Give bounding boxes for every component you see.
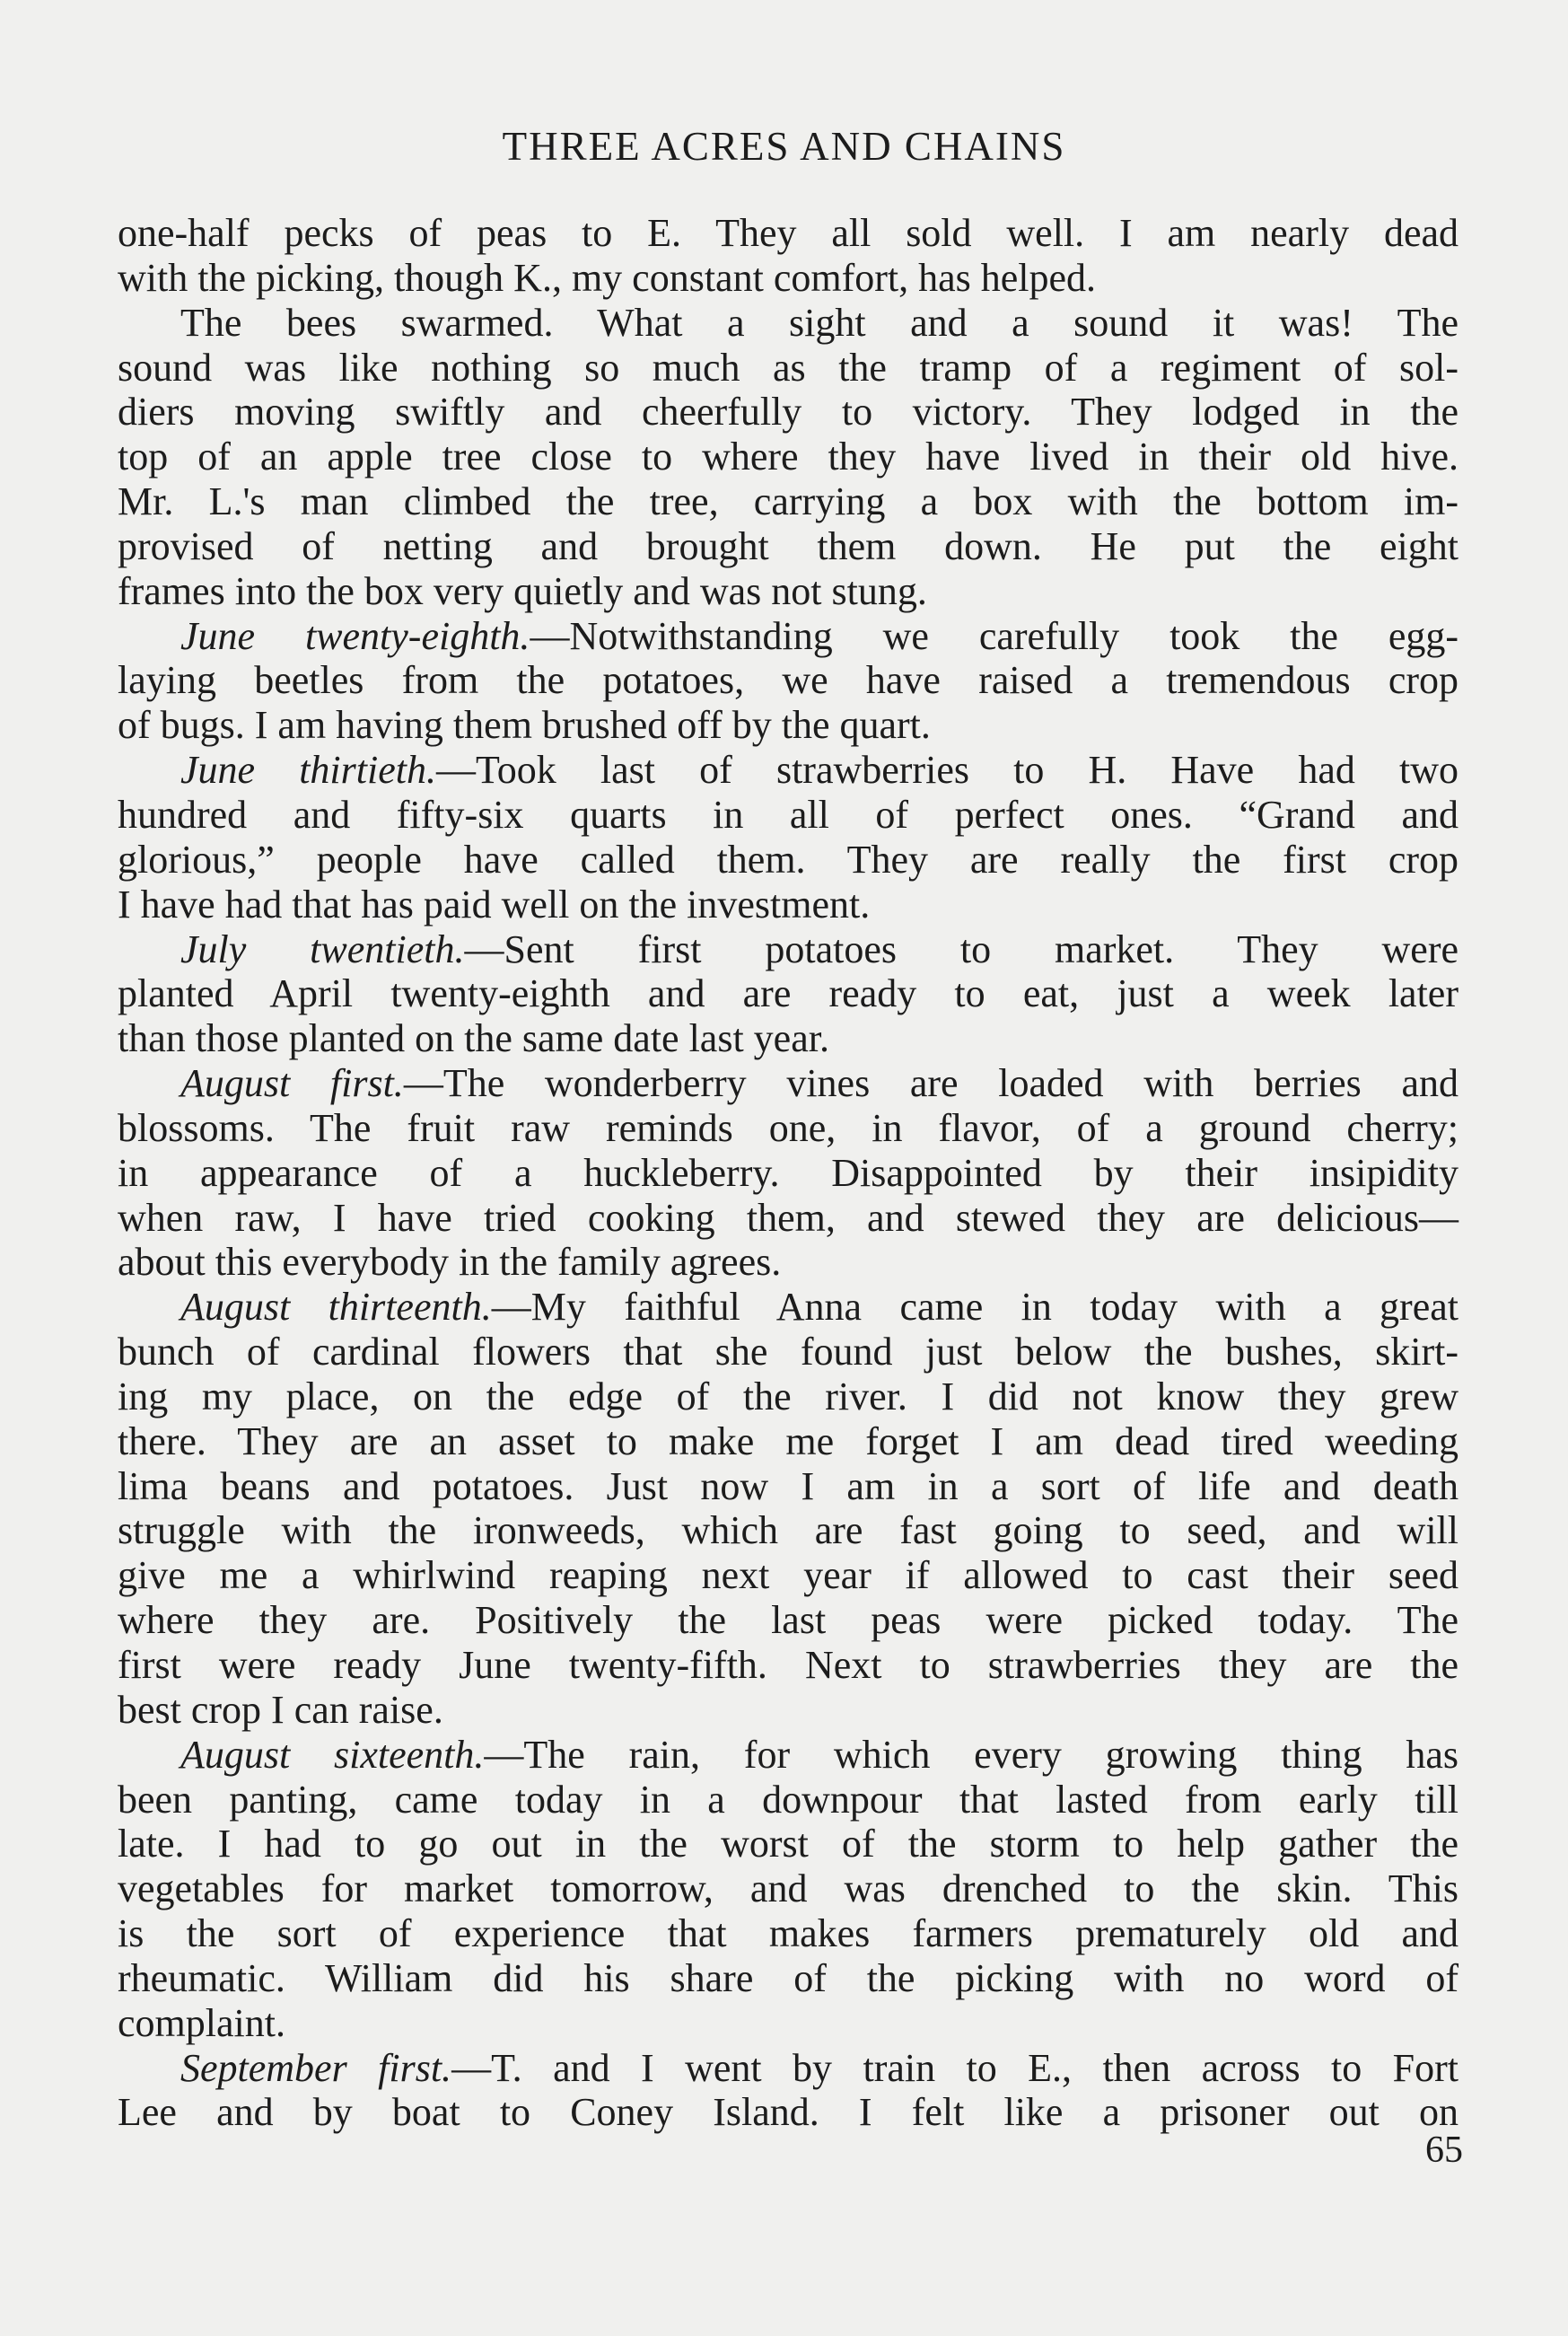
text-line: [118, 1598, 1459, 1643]
line-text: late. I had to go out in the worst of the storm to help gather the: [118, 1822, 1459, 1866]
running-head: THREE ACRES AND CHAINS: [502, 124, 1066, 169]
text-line: [118, 1911, 1459, 1956]
line-text: planted April twenty-eighth and are ready to eat, just a week later: [118, 971, 1459, 1016]
line-text: glorious,” people have called them. They are really the first crop: [118, 837, 1459, 882]
text-line: [118, 1330, 1459, 1374]
text-line: [118, 1643, 1459, 1688]
entry-date: August thirteenth.: [180, 1285, 492, 1330]
entry-date: August first.: [180, 1061, 404, 1106]
text-line: [118, 1778, 1459, 1822]
line-text: provised of netting and brought them down. He put the eight: [118, 523, 1459, 568]
line-text: one-half pecks of peas to E. They all sold well. I am nearly dead: [118, 211, 1459, 255]
line-text: —My faithful Anna came in today with a great: [491, 1285, 1459, 1330]
text-line: [118, 703, 1459, 748]
text-line: [118, 748, 1459, 793]
line-text: —The wonderberry vines are loaded with berries and: [403, 1061, 1459, 1106]
text-line: [118, 256, 1459, 301]
text-line: [118, 1240, 1459, 1285]
text-line: [118, 1151, 1459, 1196]
line-text: than those planted on the same date last year.: [118, 1016, 829, 1061]
line-text: give me a whirlwind reaping next year if allowed to cast their seed: [118, 1553, 1459, 1598]
line-text: bunch of cardinal flowers that she found just below the bushes, skirt-: [118, 1330, 1459, 1374]
text-line: [118, 1733, 1459, 1778]
line-text: there. They are an asset to make me forget I am dead tired weeding: [118, 1418, 1459, 1463]
text-line: [118, 524, 1459, 569]
line-text: of bugs. I am having them brushed off by the quart.: [118, 703, 931, 748]
line-text: The bees swarmed. What a sight and a sound it was! The: [180, 300, 1459, 345]
text-line: [118, 2001, 1459, 2046]
line-text: first were ready June twenty-fifth. Next to strawberries they are the: [118, 1643, 1459, 1687]
line-text: rheumatic. William did his share of the picking with no word of: [118, 1955, 1459, 2000]
text-line: [118, 838, 1459, 883]
line-text: been panting, came today in a downpour that lasted from early till: [118, 1777, 1459, 1822]
text-line: [118, 2046, 1459, 2091]
text-line: [118, 1956, 1459, 2001]
body-text: [118, 211, 1459, 2135]
text-line: [118, 390, 1459, 435]
line-text: laying beetles from the potatoes, we have raised a tremendous crop: [118, 658, 1459, 703]
line-text: top of an apple tree close to where they have lived in their old hive.: [118, 435, 1459, 479]
text-line: [118, 793, 1459, 838]
line-text: —Took last of strawberries to H. Have had two: [435, 748, 1459, 793]
line-text: I have had that has paid well on the investment.: [118, 882, 871, 926]
line-text: blossoms. The fruit raw reminds one, in flavor, of a ground cherry;: [118, 1105, 1459, 1150]
text-line: [118, 1061, 1459, 1106]
line-text: sound was like nothing so much as the tramp of a regiment of sol-: [118, 345, 1459, 390]
line-text: when raw, I have tried cooking them, and stewed they are delicious—: [118, 1195, 1459, 1240]
text-line: [118, 1285, 1459, 1330]
line-text: —The rain, for which every growing thing has: [484, 1732, 1459, 1777]
text-line: [118, 1508, 1459, 1553]
line-text: lima beans and potatoes. Just now I am in a sort of life and death: [118, 1463, 1459, 1508]
text-line: [118, 479, 1459, 524]
entry-date: June thirtieth.: [180, 748, 436, 793]
text-line: [118, 1866, 1459, 1911]
text-line: [118, 971, 1459, 1016]
entry-date: September first.: [180, 2045, 452, 2090]
text-line: [118, 211, 1459, 256]
line-text: —Sent first potatoes to market. They were: [464, 926, 1459, 971]
line-text: diers moving swiftly and cheerfully to victory. They lodged in the: [118, 390, 1459, 435]
text-line: [118, 301, 1459, 346]
line-text: is the sort of experience that makes farmers prematurely old and: [118, 1911, 1459, 1956]
text-line: [118, 346, 1459, 391]
line-text: in appearance of a huckleberry. Disappointed by their insipidity: [118, 1150, 1459, 1195]
text-line: [118, 569, 1459, 614]
text-line: [118, 927, 1459, 972]
text-line: [118, 1106, 1459, 1151]
text-line: [118, 1822, 1459, 1866]
entry-date: August sixteenth.: [180, 1732, 485, 1777]
line-text: Mr. L.'s man climbed the tree, carrying a box with the bottom im-: [118, 479, 1459, 524]
line-text: —T. and I went by train to E., then across to Fort: [451, 2045, 1459, 2090]
line-text: vegetables for market tomorrow, and was drenched to the skin. This: [118, 1866, 1459, 1911]
text-line: [118, 883, 1459, 927]
text-line: [118, 1464, 1459, 1509]
line-text: Lee and by boat to Coney Island. I felt like a prisoner out on: [118, 2090, 1459, 2135]
line-text: struggle with the ironweeds, which are fast going to seed, and will: [118, 1508, 1459, 1553]
entry-date: July twentieth.: [180, 926, 465, 971]
line-text: complaint.: [118, 2000, 285, 2045]
text-line: [118, 1553, 1459, 1598]
line-text: hundred and fifty-six quarts in all of perfect ones. “Grand and: [118, 792, 1459, 837]
page-number: 65: [1425, 2130, 1463, 2171]
line-text: with the picking, though K., my constant comfort, has helped.: [118, 255, 1097, 300]
text-line: [118, 614, 1459, 659]
line-text: —Notwithstanding we carefully took the egg-: [530, 613, 1459, 658]
line-text: frames into the box very quietly and was not stung.: [118, 568, 927, 613]
entry-date: June twenty-eighth.: [180, 613, 530, 658]
line-text: best crop I can raise.: [118, 1687, 443, 1732]
text-line: [118, 2090, 1459, 2135]
text-line: [118, 1196, 1459, 1241]
text-line: [118, 658, 1459, 703]
line-text: where they are. Positively the last peas were picked today. The: [118, 1598, 1459, 1643]
line-text: about this everybody in the family agrees.: [118, 1240, 782, 1285]
text-line: [118, 1419, 1459, 1464]
text-line: [118, 1016, 1459, 1061]
text-line: [118, 1688, 1459, 1733]
text-line: [118, 435, 1459, 479]
text-line: [118, 1374, 1459, 1419]
line-text: ing my place, on the edge of the river. I did not know they grew: [118, 1374, 1459, 1418]
